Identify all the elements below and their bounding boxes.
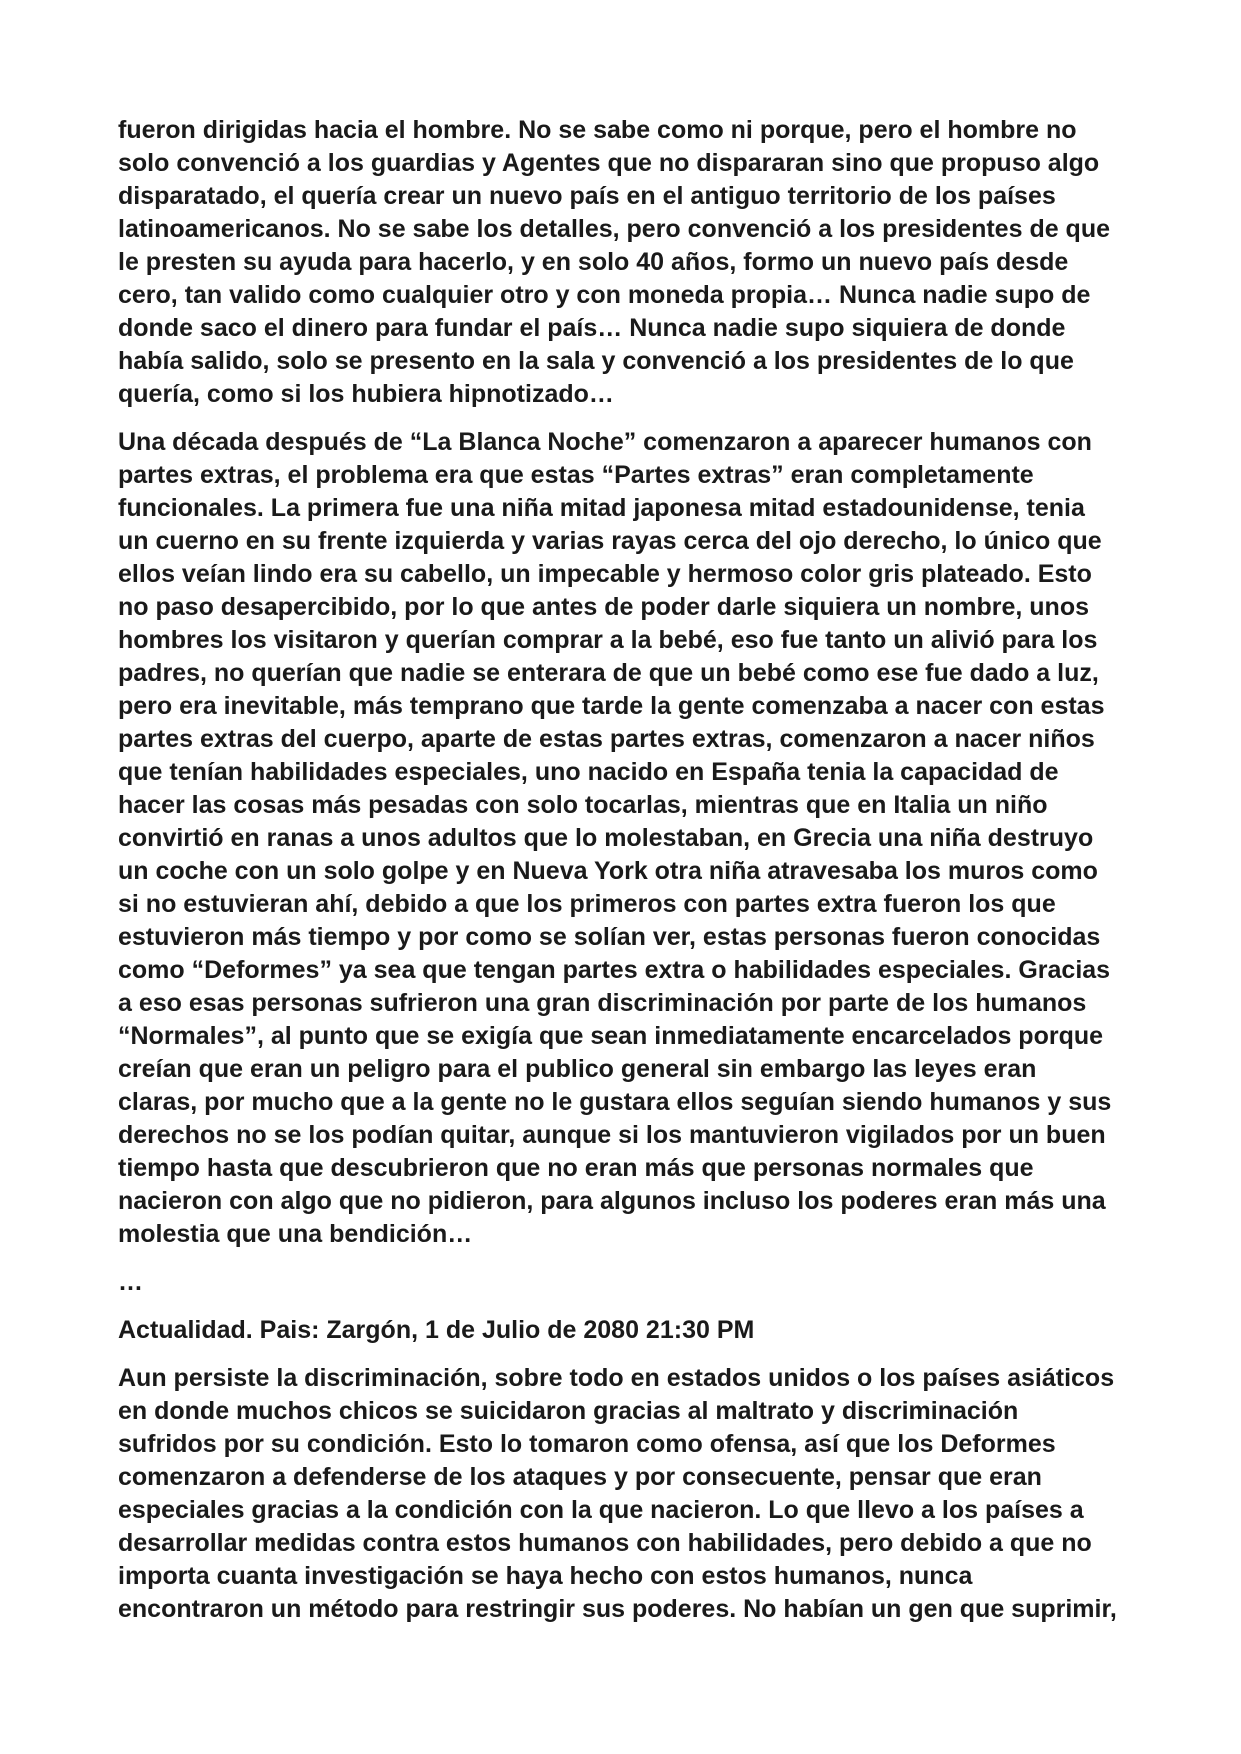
text-line: un cuerno en su frente izquierda y varias rayas cerca del ojo derecho, lo único que: [118, 527, 1102, 555]
text-line: tiempo hasta que descubrieron que no eran más que personas normales que: [118, 1154, 1034, 1182]
text-line: derechos no se los podían quitar, aunque si los mantuvieron vigilados por un buen: [118, 1121, 1106, 1149]
text-line: había salido, solo se presento en la sala y convenció a los presidentes de lo que: [118, 347, 1074, 375]
text-line: “Normales”, al punto que se exigía que sean inmediatamente encarcelados porque: [118, 1022, 1104, 1050]
text-line: Una década después de “La Blanca Noche” comenzaron a aparecer humanos con: [118, 428, 1092, 456]
text-line: partes extras, el problema era que estas “Partes extras” eran completamente: [118, 461, 1034, 489]
heading-line: Actualidad. Pais: Zargón, 1 de Julio de 2080 21:30 PM: [118, 1316, 755, 1344]
text-line: si no estuvieran ahí, debido a que los primeros con partes extra fueron los que: [118, 890, 1056, 918]
text-line: desarrollar medidas contra estos humanos con habilidades, pero debido a que no: [118, 1529, 1092, 1557]
text-line: cero, tan valido como cualquier otro y con moneda propia… Nunca nadie supo de: [118, 281, 1091, 309]
text-line: encontraron un método para restringir sus poderes. No habían un gen que suprimir,: [118, 1595, 1117, 1623]
text-line: hacer las cosas más pesadas con solo tocarlas, mientras que en Italia un niño: [118, 791, 1048, 819]
text-line: funcionales. La primera fue una niña mitad japonesa mitad estadounidense, tenia: [118, 494, 1085, 522]
text-line: importa cuanta investigación se haya hecho con estos humanos, nunca: [118, 1562, 973, 1590]
text-line: Aun persiste la discriminación, sobre todo en estados unidos o los países asiáticos: [118, 1364, 1115, 1392]
paragraph-2: [118, 426, 1140, 1251]
text-line: fueron dirigidas hacia el hombre. No se sabe como ni porque, pero el hombre no: [118, 116, 1077, 144]
text-line: en donde muchos chicos se suicidaron gracias al maltrato y discriminación: [118, 1397, 1019, 1425]
text-line: estuvieron más tiempo y por como se solían ver, estas personas fueron conocidas: [118, 923, 1101, 951]
text-line: sufridos por su condición. Esto lo tomaron como ofensa, así que los Deformes: [118, 1430, 1056, 1458]
paragraph-1: [118, 114, 1140, 411]
section-break: …: [118, 1268, 143, 1296]
text-line: especiales gracias a la condición con la que nacieron. Lo que llevo a los países a: [118, 1496, 1084, 1524]
text-line: disparatado, el quería crear un nuevo país en el antiguo territorio de los países: [118, 182, 1056, 210]
text-line: pero era inevitable, más temprano que tarde la gente comenzaba a nacer con estas: [118, 692, 1105, 720]
text-line: no paso desapercibido, por lo que antes de poder darle siquiera un nombre, unos: [118, 593, 1089, 621]
text-line: a eso esas personas sufrieron una gran discriminación por parte de los humanos: [118, 989, 1087, 1017]
text-line: donde saco el dinero para fundar el país… Nunca nadie supo siquiera de donde: [118, 314, 1066, 342]
text-line: hombres los visitaron y querían comprar a la bebé, eso fue tanto un alivió para los: [118, 626, 1098, 654]
document-page: [118, 114, 1140, 1641]
paragraph-3: [118, 1362, 1140, 1626]
text-line: convirtió en ranas a unos adultos que lo molestaban, en Grecia una niña destruyo: [118, 824, 1094, 852]
text-line: claras, por mucho que a la gente no le gustara ellos seguían siendo humanos y sus: [118, 1088, 1112, 1116]
text-line: creían que eran un peligro para el publico general sin embargo las leyes eran: [118, 1055, 1037, 1083]
text-line: comenzaron a defenderse de los ataques y por consecuente, pensar que eran: [118, 1463, 1042, 1491]
text-line: nacieron con algo que no pidieron, para algunos incluso los poderes eran más una: [118, 1187, 1106, 1215]
text-line: quería, como si los hubiera hipnotizado…: [118, 380, 614, 408]
text-line: molestia que una bendición…: [118, 1220, 473, 1248]
text-line: un coche con un solo golpe y en Nueva York otra niña atravesaba los muros como: [118, 857, 1098, 885]
text-line: partes extras del cuerpo, aparte de estas partes extras, comenzaron a nacer niños: [118, 725, 1095, 753]
paragraph-ellipsis: [118, 1266, 1140, 1299]
text-line: le presten su ayuda para hacerlo, y en solo 40 años, formo un nuevo país desde: [118, 248, 1069, 276]
text-line: padres, no querían que nadie se enterara de que un bebé como ese fue dado a luz,: [118, 659, 1099, 687]
text-line: solo convenció a los guardias y Agentes que no dispararan sino que propuso algo: [118, 149, 1100, 177]
text-line: que tenían habilidades especiales, uno nacido en España tenia la capacidad de: [118, 758, 1059, 786]
scene-heading: [118, 1314, 1140, 1347]
text-line: ellos veían lindo era su cabello, un impecable y hermoso color gris plateado. Esto: [118, 560, 1092, 588]
text-line: como “Deformes” ya sea que tengan partes extra o habilidades especiales. Gracias: [118, 956, 1111, 984]
text-line: latinoamericanos. No se sabe los detalles, pero convenció a los presidentes de que: [118, 215, 1111, 243]
